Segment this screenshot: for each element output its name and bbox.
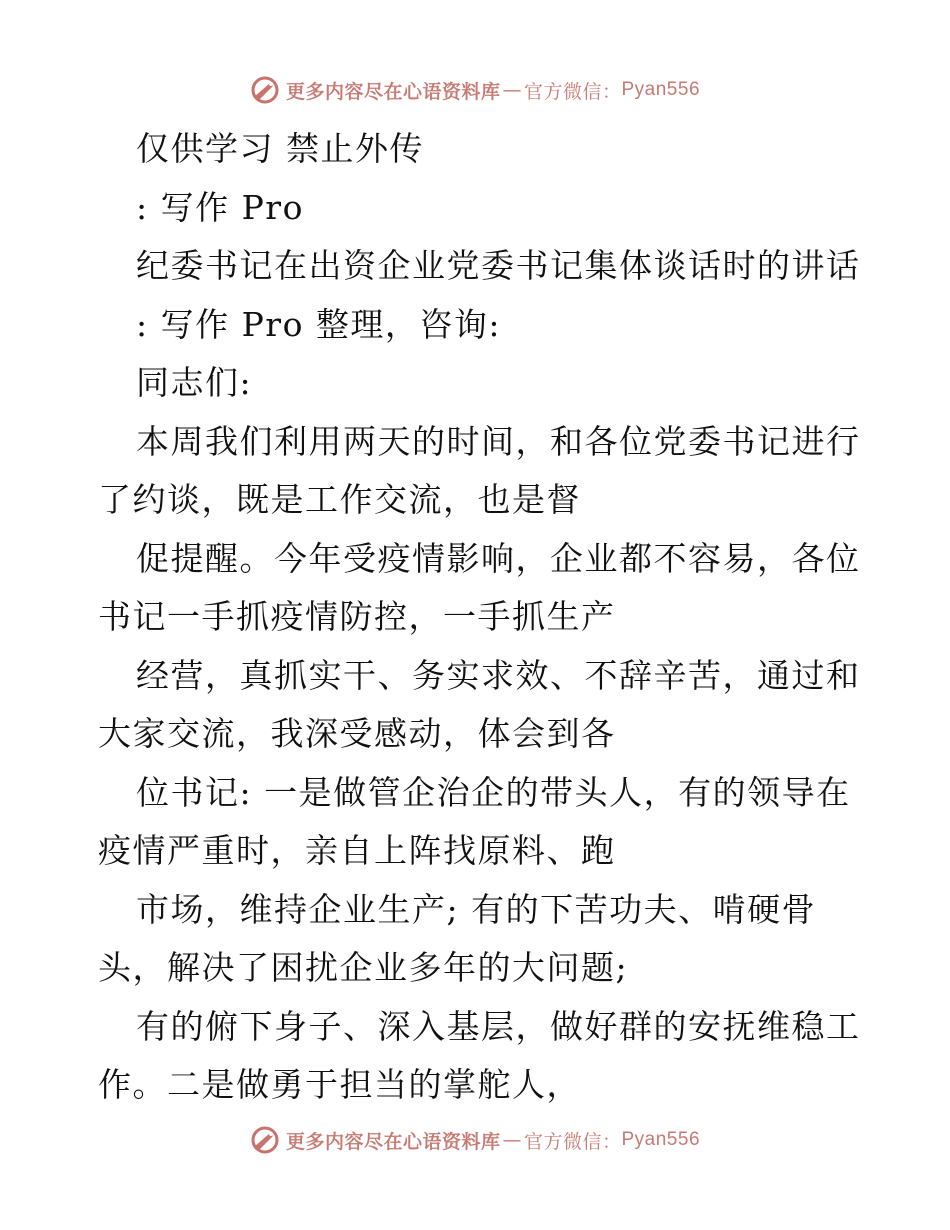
text-line: 书记一手抓疫情防控，一手抓生产 — [98, 597, 616, 636]
text-line: 市场，维持企业生产; 有的下苦功夫、啃硬骨 — [136, 889, 817, 929]
text-line: 作。二是做勇于担当的掌舵人， — [98, 1065, 581, 1104]
watermark-wechat-id: Pyan556 — [621, 1129, 701, 1150]
text-line: 促提醒。今年受疫情影响，企业都不容易，各位 — [136, 538, 861, 578]
text-line: 位书记: 一是做管企治企的带头人，有的领导在 — [136, 772, 851, 812]
watermark-label: 官方微信： — [523, 1130, 622, 1153]
text-line: 头，解决了困扰企业多年的大问题; — [98, 948, 629, 987]
watermark-dash: — — [502, 1129, 522, 1151]
text-line: 纪委书记在出资企业党委书记集体谈话时的讲话 — [136, 246, 861, 285]
footer-watermark — [0, 1120, 950, 1160]
pen-in-circle-icon — [250, 75, 280, 105]
text-line: 本周我们利用两天的时间，和各位党委书记进行 — [136, 421, 861, 461]
watermark-dash: — — [502, 79, 522, 101]
watermark-wechat-id: Pyan556 — [621, 79, 701, 100]
text-line: 了约谈，既是工作交流，也是督 — [98, 480, 581, 519]
document-body — [98, 120, 861, 1115]
text-line: 仅供学习 禁止外传 — [136, 129, 424, 168]
text-line: 有的俯下身子、深入基层，做好群的安抚维稳工 — [136, 1006, 861, 1046]
watermark-text: 更多内容尽在心语资料库 — [285, 80, 501, 103]
header-watermark — [0, 70, 950, 110]
watermark-label: 官方微信： — [523, 80, 622, 103]
text-line: 疫情严重时，亲自上阵找原料、跑 — [98, 831, 616, 870]
text-line: 经营，真抓实干、务实求效、不辞辛苦，通过和 — [136, 655, 861, 695]
pen-in-circle-icon — [250, 1125, 280, 1155]
text-line: : 写作 Pro 整理，咨询: — [136, 304, 502, 344]
text-line: 大家交流，我深受感动，体会到各 — [98, 714, 616, 753]
text-line: : 写作 Pro — [136, 187, 304, 227]
text-line: 同志们: — [136, 363, 253, 402]
watermark-text: 更多内容尽在心语资料库 — [285, 1130, 501, 1153]
